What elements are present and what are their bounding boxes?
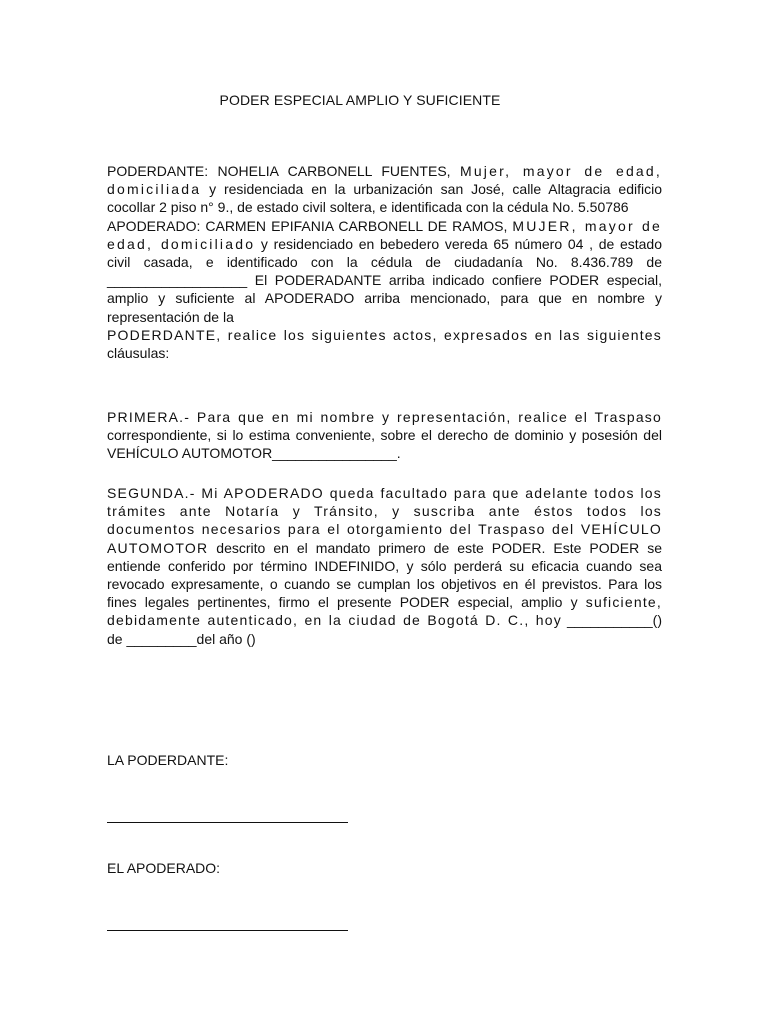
poderdante-clause: [107, 162, 662, 217]
primera-clause: [107, 408, 662, 463]
segunda-detail-text: descrito en el mandato primero de este PODER. Este PODER se entiende conferido por término INDEFINIDO, y sólo perderá su eficacia cuando sea revocado expresamente, o cuando se cumplan los objetivos en él previstos. Para los fines legales pertinentes, firmo el presente PODER especial, amplio y: [107, 539, 662, 611]
apoderado-signature-label: EL APODERADO:: [107, 860, 221, 876]
acts-intro-clause: [107, 326, 662, 362]
poderdante-gender-age-text: Mujer, mayor de edad, domiciliada: [107, 163, 662, 198]
poderdante-paragraph: [107, 162, 662, 362]
segunda-clause: [107, 484, 662, 648]
clausulas-text: cláusulas:: [107, 345, 170, 362]
acts-intro-text: PODERDANTE, realice los siguientes actos, expresados en las siguientes: [107, 326, 662, 343]
apoderado-residence-text: y residenciado en bebedero vereda 65 número 04 , de estado civil casada, e identificado con la cédula de ciudadanía No. 8.436.789 de __________________ El PODERADANTE arriba indicado confiere PODER especial, amplio y suficiente al APODERADO arriba mencionado, para que en nombre y representación de la: [107, 235, 663, 325]
segunda-date-text: ___________() de _________del año (): [107, 612, 662, 647]
document-title: PODER ESPECIAL AMPLIO Y SUFICIENTE: [219, 92, 501, 108]
poderdante-signature-line: [107, 822, 348, 823]
poderdante-residence-text: y residenciada en la urbanización san José, calle Altagracia edificio cocollar 2 piso n° 9., de estado civil soltera, e identificada con la cédula No. 5.50786: [107, 181, 662, 216]
segunda-paragraph: [107, 484, 662, 648]
apoderado-signature-line: [107, 930, 348, 931]
segunda-authenticated-text: suficiente, debidamente autenticado, en la ciudad de Bogotá D. C., hoy: [107, 594, 662, 629]
primera-detail-text: correspondiente, si lo estima conveniente, sobre el derecho de dominio y posesión del VEHÍCULO AUTOMOTOR________________.: [107, 427, 662, 462]
poderdante-name-text: PODERDANTE: NOHELIA CARBONELL FUENTES,: [107, 163, 460, 179]
apoderado-gender-age-text: MUJER, mayor de edad, domiciliado: [107, 217, 662, 252]
primera-intro-text: PRIMERA.- Para que en mi nombre y representación, realice el Traspaso: [107, 409, 662, 425]
primera-paragraph: [107, 408, 662, 463]
apoderado-name-text: APODERADO: CARMEN EPIFANIA CARBONELL DE RAMOS,: [107, 217, 513, 234]
segunda-intro-text: SEGUNDA.- Mi APODERADO queda facultado para que adelante todos los trámites ante Notaría y Tránsito, y suscriba ante éstos todos los documentos necesarios para el otorgamiento del Traspaso del VEHÍCULO AUTOMOTOR: [107, 485, 662, 556]
apoderado-clause: [107, 217, 662, 326]
poderdante-signature-label: LA PODERDANTE:: [107, 752, 229, 768]
